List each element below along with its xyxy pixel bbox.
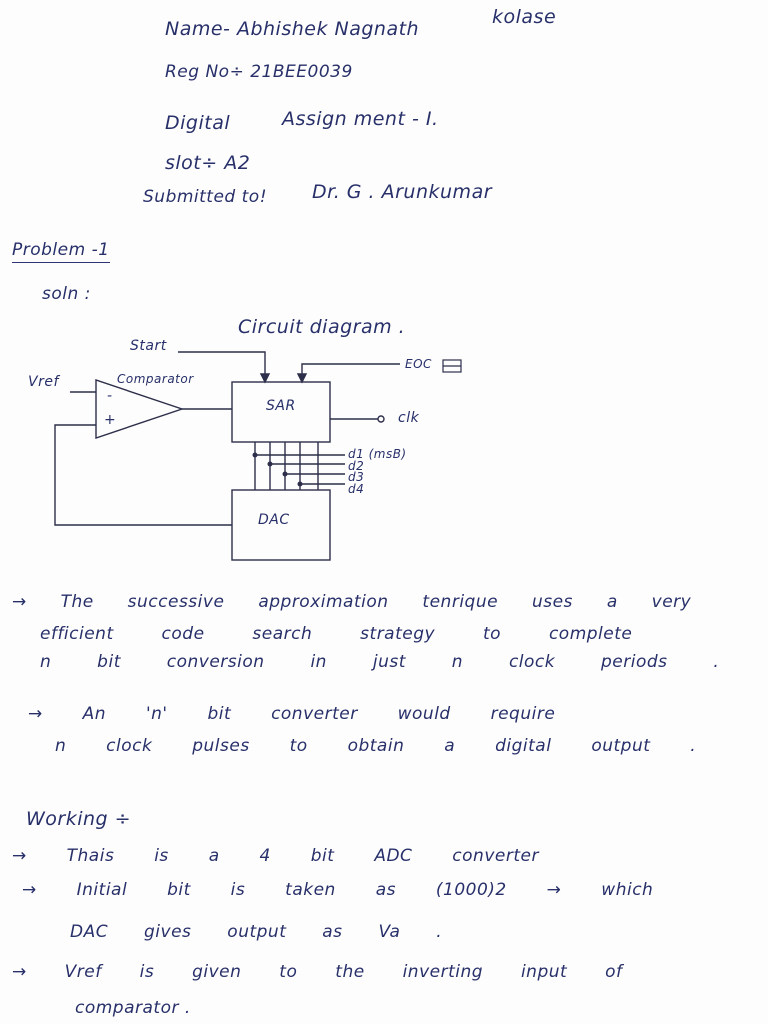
clk-label: clk [398, 410, 420, 426]
comparator-plus: + [104, 412, 117, 428]
problem-heading: Problem -1 [12, 240, 110, 263]
sar-label: SAR [266, 398, 296, 414]
reg-number: Reg No÷ 21BEE0039 [165, 62, 353, 82]
start-label: Start [130, 338, 167, 354]
output-d2: d2 [348, 459, 365, 473]
dac-label: DAC [258, 512, 290, 528]
working-line-4: → Vref is given to the inverting input of [12, 962, 623, 982]
assignment-subject: Digital [165, 112, 231, 134]
output-d3: d3 [348, 470, 365, 484]
working-line-2: → Initial bit is taken as (1000)2 → which [22, 880, 654, 900]
comparator-minus: - [107, 388, 113, 404]
comparator-label: Comparator [117, 372, 194, 386]
clk-terminal [378, 416, 384, 422]
student-surname: kolase [492, 6, 557, 28]
eoc-label: EOC [405, 357, 432, 371]
assignment-title: Assign ment - I. [282, 108, 439, 130]
slot: slot÷ A2 [165, 152, 251, 174]
note-line-4: → An 'n' bit converter would require [28, 704, 556, 724]
working-line-1: → Thais is a 4 bit ADC converter [12, 846, 539, 866]
vref-label: Vref [28, 374, 59, 390]
student-name: Name- Abhishek Nagnath [165, 18, 420, 40]
note-line-1: → The successive approximation tenrique uses a very [12, 592, 692, 612]
submitted-to-label: Submitted to! [143, 187, 268, 207]
note-line-3: n bit conversion in just n clock periods . [40, 652, 720, 672]
working-line-3: DAC gives output as Va . [70, 922, 443, 942]
output-d1: d1 (msB) [348, 447, 407, 461]
working-heading: Working ÷ [26, 808, 132, 830]
note-line-2: efficient code search strategy to complete [40, 624, 633, 644]
diagram-title: Circuit diagram . [238, 316, 406, 338]
solution-label: soln : [42, 284, 91, 304]
output-d4: d4 [348, 482, 365, 496]
note-line-5: n clock pulses to obtain a digital output . [55, 736, 697, 756]
working-line-5: comparator . [75, 998, 191, 1018]
submitted-to-name: Dr. G . Arunkumar [312, 181, 493, 203]
